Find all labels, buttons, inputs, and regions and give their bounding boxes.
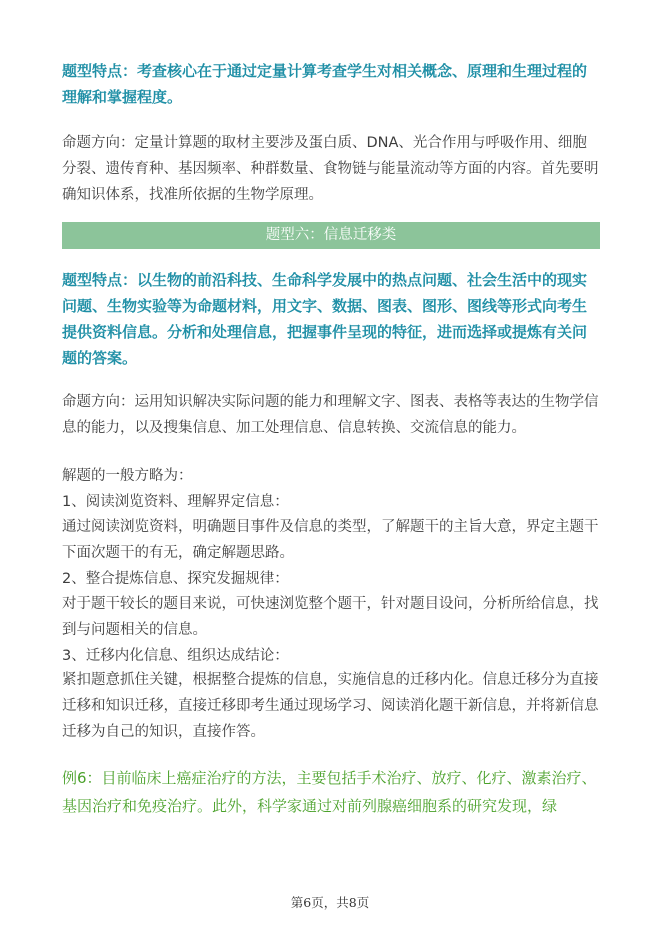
step-1-text: 通过阅读浏览资料，明确题目事件及信息的类型，了解题干的主旨大意，界定主题干下面次题干的有无，确定解题思路。 — [62, 519, 599, 561]
step-1-title: 1、阅读浏览资料、理解界定信息： — [62, 494, 289, 510]
page-footer: 第6页，共8页 — [290, 895, 370, 910]
section6-direction: 命题方向：运用知识解决实际问题的能力和理解文字、图表、表格等表达的生物学信息的能力，以及搜集信息、加工处理信息、信息转换、交流信息的能力。 — [62, 394, 599, 436]
step-2-text: 对于题干较长的题目来说，可快速浏览整个题干，针对题目设问，分析所给信息，找到与问题相关的信息。 — [62, 596, 599, 638]
section6-features: 题型特点：以生物的前沿科技、生命科学发展中的热点问题、社会生活中的现实问题、生物实验等为命题材料，用文字、数据、图表、图形、图线等形式向考生提供资料信息。分析和处理信息，把握事件呈现的特征，进而选择或提炼有关问题的答案。 — [62, 271, 588, 367]
section5-features: 题型特点：考查核心在于通过定量计算考查学生对相关概念、原理和生理过程的理解和掌握程度。 — [62, 62, 588, 106]
step-2-title: 2、整合提炼信息、探究发掘规律： — [62, 571, 289, 587]
example-6: 例6：目前临床上癌症治疗的方法，主要包括手术治疗、放疗、化疗、激素治疗、基因治疗和免疫治疗。此外，科学家通过对前列腺癌细胞系的研究发现，绿 — [62, 769, 597, 815]
method-intro: 解题的一般方略为： — [62, 468, 193, 484]
step-3-title: 3、迁移内化信息、组织达成结论： — [62, 648, 289, 664]
step-3-text: 紧扣题意抓住关键，根据整合提炼的信息，实施信息的迁移内化。信息迁移分为直接迁移和知识迁移，直接迁移即考生通过现场学习、阅读消化题干新信息，并将新信息迁移为自己的知识，直接作答。 — [62, 672, 599, 740]
section5-direction: 命题方向：定量计算题的取材主要涉及蛋白质、DNA、光合作用与呼吸作用、细胞分裂、遗传育种、基因频率、种群数量、食物链与能量流动等方面的内容。首先要明确知识体系，找准所依据的生物学原理。 — [62, 135, 599, 203]
section6-banner: 题型六：信息迁移类 — [62, 222, 600, 249]
